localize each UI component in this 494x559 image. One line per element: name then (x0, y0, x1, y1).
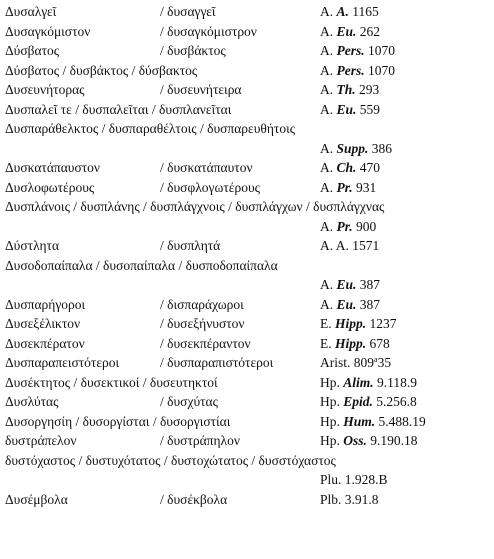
headword: Δυσαγκόμιστον (5, 23, 91, 39)
headword: δυστράπελον (5, 433, 77, 448)
citation-work: Epid. (343, 394, 373, 409)
citation-author: E. (320, 316, 332, 331)
entry-row (0, 314, 494, 334)
citation-work: Eu. (336, 101, 357, 117)
citation-work: A. (335, 238, 349, 253)
citation-author: A. (320, 23, 334, 39)
entry-row (0, 412, 494, 432)
citation-work: Pr. (336, 179, 353, 195)
citation-locus: 386 (371, 140, 393, 156)
entry-row (0, 236, 494, 256)
entry-row (0, 197, 494, 217)
citation (320, 2, 379, 22)
citation-author: E. (320, 335, 332, 351)
citation-work: A. (336, 4, 349, 19)
variant-form: / δυσπλητά (160, 238, 221, 253)
citation-author: A. (320, 4, 334, 19)
citation-locus: 900 (356, 218, 377, 234)
entry-row (0, 295, 494, 315)
variant-forms: Δυσέκτητος / δυσεκτικοί / δυσευτηκτοί (5, 374, 218, 390)
citation-locus: 1070 (368, 62, 395, 78)
headword: Δυσαλγεῖ (5, 4, 57, 19)
headword: Δύστλητα (5, 238, 60, 253)
citation-work: Th. (336, 82, 356, 97)
citation (320, 275, 380, 295)
headword: Δυσεξέλικτον (5, 316, 81, 331)
entry-row (0, 80, 494, 100)
citation-work: Hipp. (335, 335, 367, 351)
headword: Δυσέμβολα (5, 491, 68, 507)
citation (320, 236, 379, 256)
citation-superscript: a (374, 355, 378, 364)
citation-work: Eu. (336, 277, 357, 292)
citation (320, 61, 395, 81)
citation-author: A. (320, 238, 334, 253)
variant-form: / δυσαγγεῖ (160, 4, 216, 19)
citation-locus: 3.91.8 (344, 491, 379, 507)
variant-forms: δυστόχαστος / δυστυχότατος / δυστοχώτατος / δυσστόχαστος (5, 452, 336, 468)
citation-work: Alim. (343, 374, 374, 390)
variant-form: / δυσαγκόμιστρον (160, 23, 257, 39)
citation-locus: 9.190.18 (370, 433, 418, 448)
entry-row (0, 119, 494, 139)
variant-forms: Δύσβατος / δυσβάκτος / δύσβακτος (5, 62, 198, 78)
citation-author: A. (320, 82, 334, 97)
citation (320, 80, 379, 100)
citation (320, 22, 380, 42)
citation (320, 353, 391, 373)
entry-row (0, 41, 494, 61)
citation-author: Hp. (320, 374, 340, 390)
citation-author: A. (320, 62, 334, 78)
entry-row (0, 22, 494, 42)
citation-author: A. (320, 160, 334, 175)
variant-form: / δυστράπηλον (160, 433, 240, 448)
variant-form: / δυσχύτας (160, 394, 218, 409)
citation (320, 412, 426, 432)
citation-author: Hp. (320, 413, 340, 429)
variant-form: / δισπαράχωροι (160, 296, 244, 312)
entry-row (0, 217, 494, 237)
citation-locus: 1165 (352, 4, 379, 19)
entry-row (0, 392, 494, 412)
citation (320, 139, 392, 159)
headword: Δυσλοφωτέρους (5, 179, 95, 195)
citation-locus: 5.488.19 (378, 413, 426, 429)
citation-work: Hum. (343, 413, 376, 429)
entry-row (0, 490, 494, 510)
variant-forms: Δυσοδοπαίπαλα / δυσοπαίπαλα / δυσποδοπαίπαλα (5, 257, 278, 273)
entry-row (0, 178, 494, 198)
citation-locus: 470 (359, 160, 381, 175)
citation-work: Oss. (343, 433, 367, 448)
variant-form: / δυσεξήνυστον (160, 316, 245, 331)
entry-row (0, 2, 494, 22)
entry-row (0, 353, 494, 373)
citation-work: Pers. (336, 43, 365, 58)
headword: Δυσπαρήγοροι (5, 296, 86, 312)
variant-form: / δυσέκβολα (160, 491, 228, 507)
citation-author: A. (320, 277, 334, 292)
citation (320, 373, 417, 393)
citation-author: Hp. (320, 433, 340, 448)
citation-locus: 262 (359, 23, 381, 39)
variant-forms: Δυσπλάνοις / δυσπλάνης / δυσπλάγχνοις / δυσπλάγχων / δυσπλάγχνας (5, 199, 385, 214)
headword: Δυσευνήτορας (5, 82, 85, 97)
citation-work: Pr. (336, 218, 353, 234)
variant-form: / δυσβάκτος (160, 43, 226, 58)
variant-form: / δυσεκπέραντον (160, 335, 251, 351)
citation-locus: 1070 (368, 43, 395, 58)
citation-author: Plu. (320, 472, 342, 487)
variant-form: / δυσπαραπιστότεροι (160, 355, 274, 370)
entry-row (0, 158, 494, 178)
citation-author: A. (320, 140, 334, 156)
citation-locus: 678 (369, 335, 390, 351)
citation (320, 41, 395, 61)
entry-row (0, 373, 494, 393)
headword: Δυσλύτας (5, 394, 59, 409)
citation-work: Pers. (336, 62, 365, 78)
citation (320, 431, 418, 451)
citation-locus: 1571 (352, 238, 380, 253)
headword: Δυσπαραπειστότεροι (5, 355, 120, 370)
variant-forms: Δυσπαλεῖ τε / δυσπαλεῖται / δυσπλανεῖται (5, 101, 232, 117)
headword: Δυσεκπέρατον (5, 335, 85, 351)
citation-locus: 931 (356, 179, 377, 195)
headword: Δύσβατος (5, 43, 60, 58)
entry-row (0, 431, 494, 451)
entry-row (0, 275, 494, 295)
citation (320, 178, 376, 198)
citation-work: Supp. (336, 140, 369, 156)
citation-author: A. (320, 218, 334, 234)
citation-work: Hipp. (335, 316, 367, 331)
entry-row (0, 256, 494, 276)
citation-locus: 559 (359, 101, 381, 117)
citation (320, 314, 397, 334)
citation-author: Hp. (320, 394, 340, 409)
citation (320, 470, 388, 490)
citation (320, 490, 379, 510)
citation-author: A. (320, 179, 334, 195)
citation-locus: 1.928.B (344, 472, 388, 487)
citation-locus: 387 (359, 277, 381, 292)
citation (320, 100, 380, 120)
entry-row (0, 451, 494, 471)
citation-locus: 9.118.9 (377, 374, 418, 390)
entry-row (0, 139, 494, 159)
citation-locus: 387 (359, 296, 381, 312)
citation-author: Arist. (320, 355, 351, 370)
citation-author: Plb. (320, 491, 342, 507)
citation-locus: 293 (359, 82, 380, 97)
citation-locus: 1237 (369, 316, 397, 331)
citation-work: Eu. (336, 23, 357, 39)
variant-form: / δυσφλογωτέρους (160, 179, 260, 195)
citation-locus: 809 (353, 355, 374, 370)
citation (320, 295, 380, 315)
citation (320, 158, 380, 178)
variant-forms: Δυσπαράθελκτος / δυσπαραθέλτοις / δυσπαρευθήτοις (5, 121, 296, 136)
variant-forms: Δυσοργησίη / δυσοργίσται / δυσοργιστίαι (5, 413, 231, 429)
citation-work: Ch. (336, 160, 357, 175)
citation-author: A. (320, 43, 334, 58)
citation-work: Eu. (336, 296, 357, 312)
citation-locus: 5.256.8 (376, 394, 417, 409)
citation-author: A. (320, 296, 334, 312)
entry-row (0, 334, 494, 354)
citation (320, 217, 376, 237)
citation (320, 334, 390, 354)
headword: Δυσκατάπαυστον (5, 160, 101, 175)
variant-form: / δυσευνήτειρα (160, 82, 242, 97)
variant-form: / δυσκατάπαυτον (160, 160, 253, 175)
entry-row (0, 61, 494, 81)
citation-author: A. (320, 101, 334, 117)
citation-locus-cont: 35 (377, 355, 392, 370)
lexicon-list (0, 2, 494, 509)
entry-row (0, 100, 494, 120)
entry-row (0, 470, 494, 490)
citation (320, 392, 417, 412)
